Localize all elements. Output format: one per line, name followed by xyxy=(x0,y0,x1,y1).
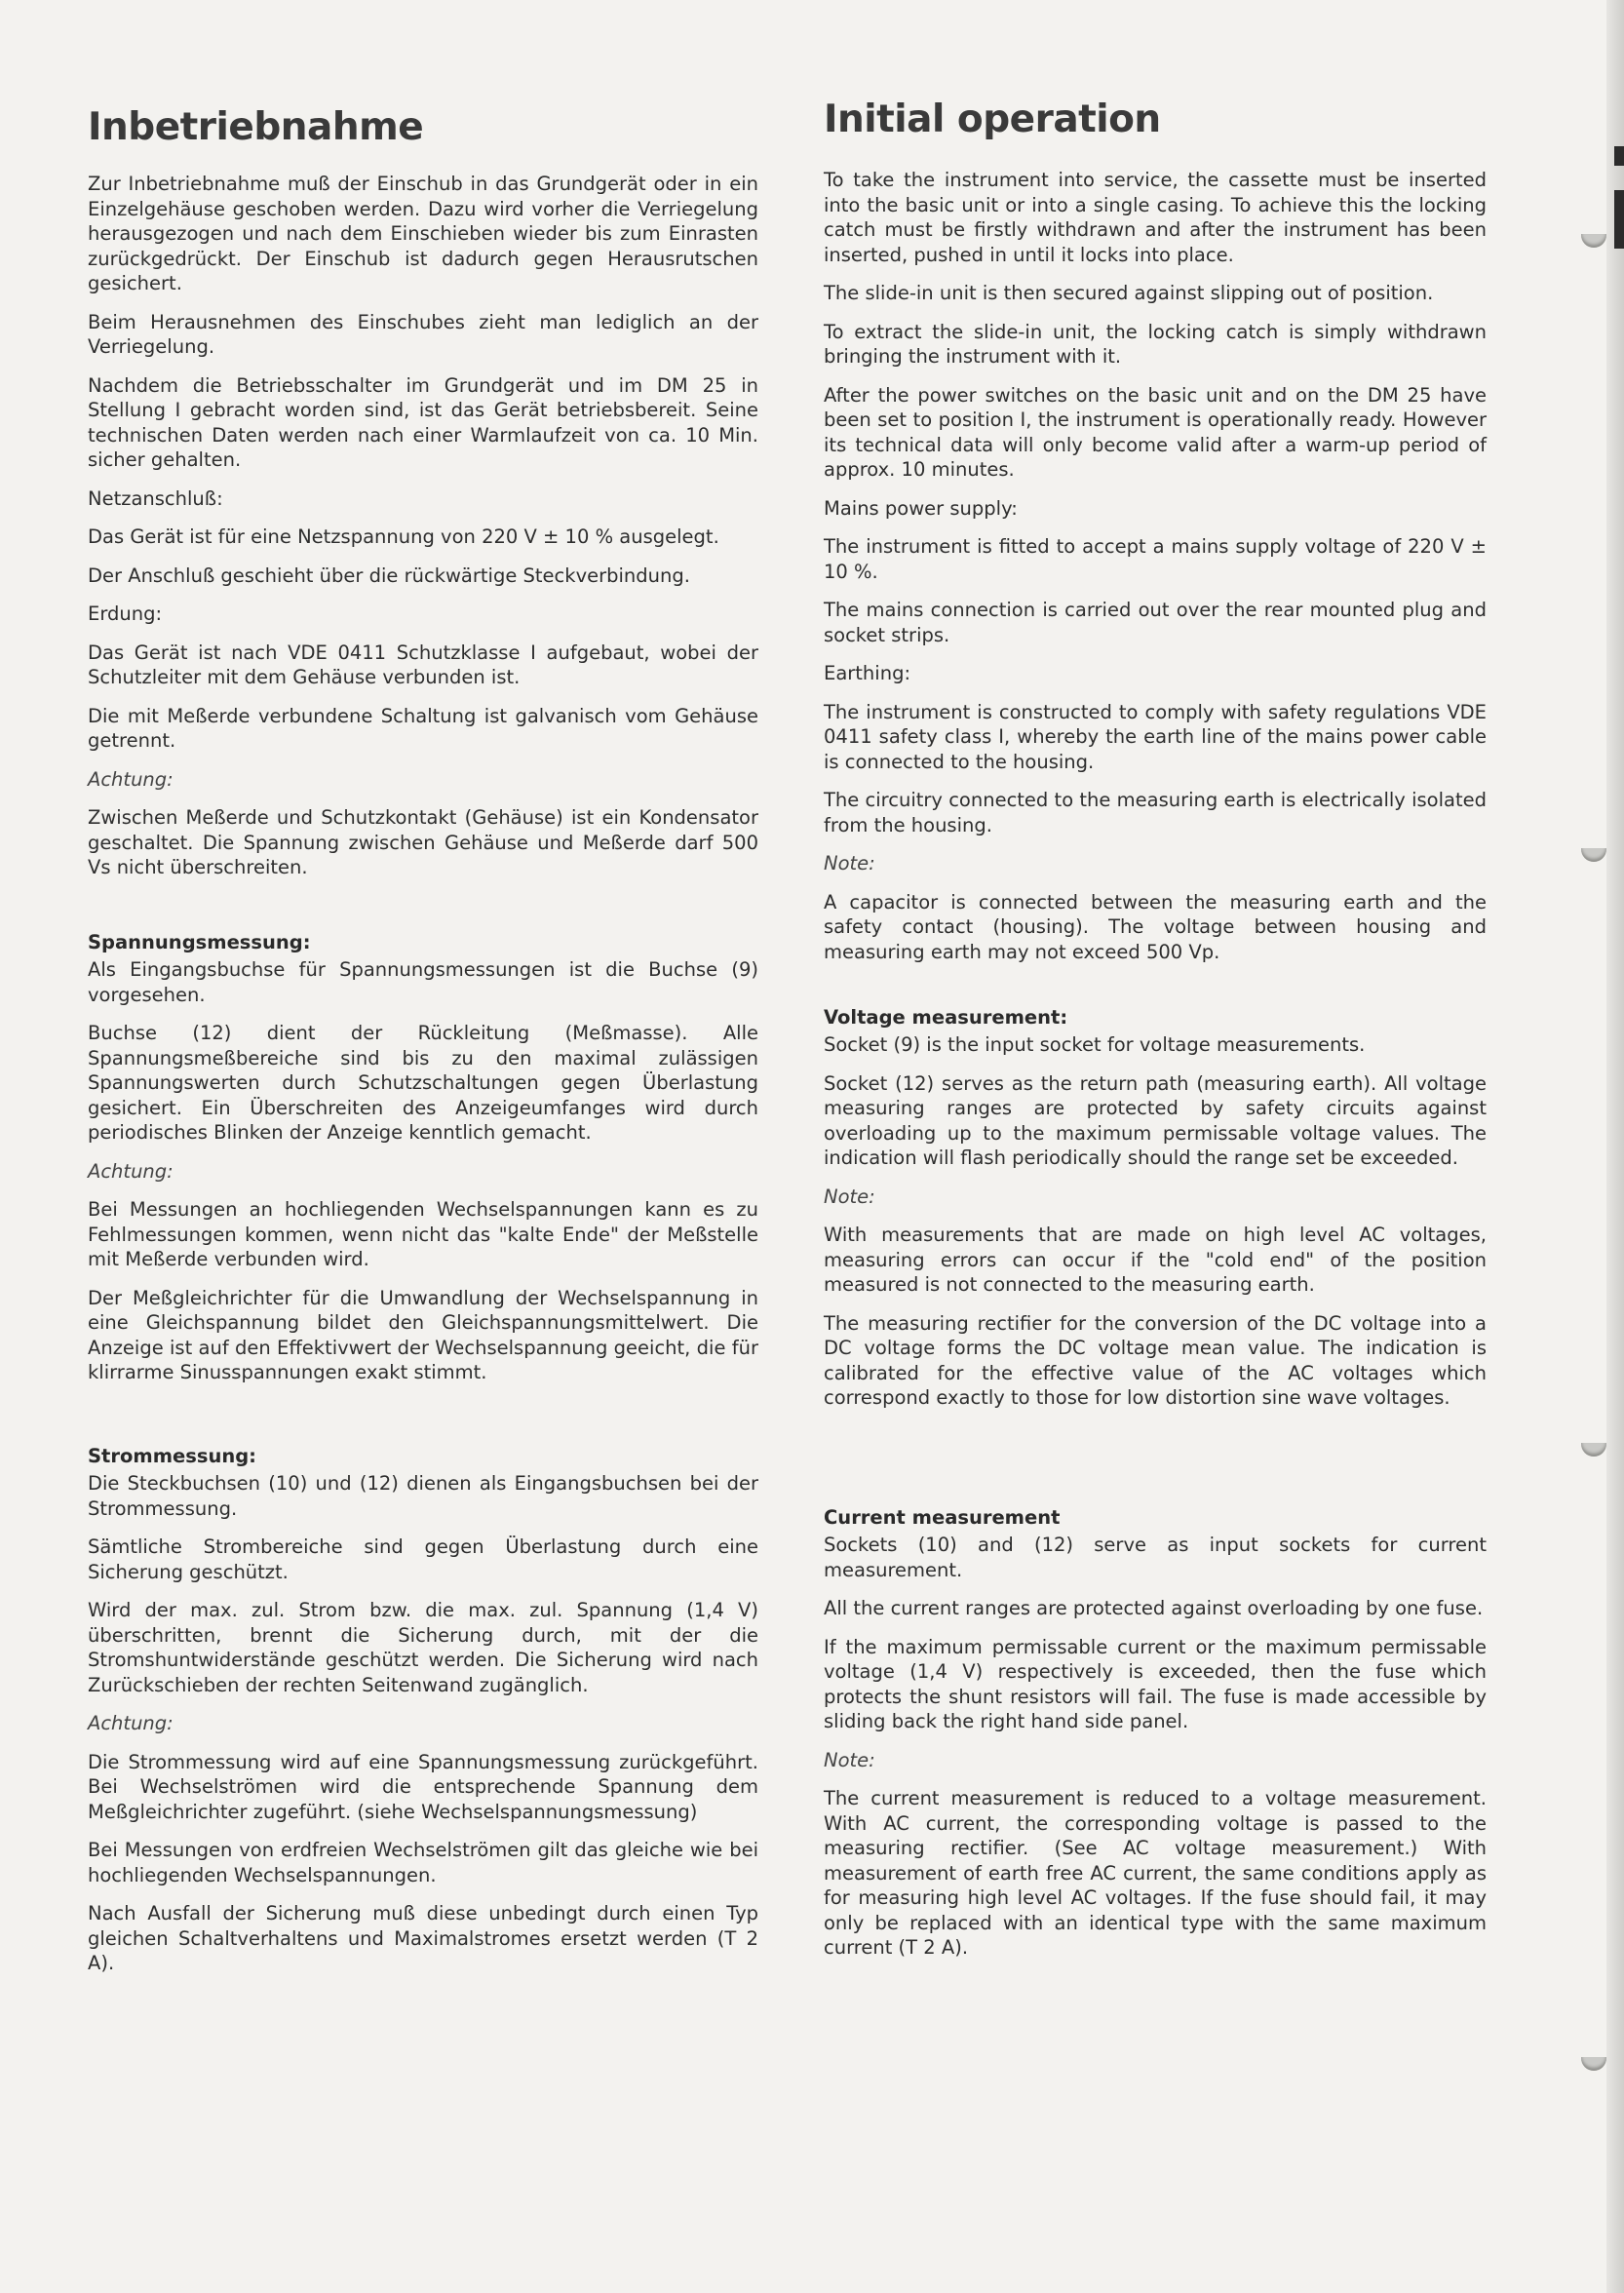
note-label: Note: xyxy=(824,1185,875,1208)
english-intro xyxy=(824,168,1487,978)
paragraph: Beim Herausnehmen des Einschubes zieht man lediglich an der Verriegelung. xyxy=(88,310,758,358)
paragraph: The current measurement is reduced to a voltage measurement. With AC current, the corresponding voltage is passed to the measuring rectifier. (See AC voltage measurement.) With measurement of earth free AC current, the same conditions apply as for measuring high level AC voltages. If the fuse should fail, it may only be replaced with an identical type with the same maximum current (T 2 A). xyxy=(824,1787,1487,1959)
binding-mark xyxy=(1614,190,1624,249)
paragraph: The instrument is fitted to accept a mains supply voltage of 220 V ± 10 %. xyxy=(824,535,1487,583)
paragraph: Bei Messungen an hochliegenden Wechselspannungen kann es zu Fehlmessungen kommen, wenn nicht das "kalte Ende" der Meßstelle mit Meßerde verbunden wird. xyxy=(88,1198,758,1270)
note-label: Achtung: xyxy=(88,1159,174,1183)
paragraph: To extract the slide-in unit, the locking catch is simply withdrawn bringing the instrument with it. xyxy=(824,320,1487,368)
section-heading: Current measurement xyxy=(824,1506,1061,1529)
paragraph: If the maximum permissable current or the maximum permissable voltage (1,4 V) respectively is exceeded, then the fuse which protects the shunt resistors will fail. The fuse is made accessible by sliding back the right hand side panel. xyxy=(824,1635,1487,1732)
paragraph: Sockets (10) and (12) serve as input sockets for current measurement. xyxy=(824,1534,1487,1581)
paragraph: Bei Messungen von erdfreien Wechselströmen gilt das gleiche wie bei hochliegenden Wechselspannungen. xyxy=(88,1839,758,1886)
paragraph: A capacitor is connected between the measuring earth and the safety contact (housing). The voltage between housing and measuring earth may not exceed 500 Vp. xyxy=(824,890,1487,963)
note-label: Note: xyxy=(824,1748,875,1771)
paragraph: Zwischen Meßerde und Schutzkontakt (Gehäuse) ist ein Kondensator geschaltet. Die Spannung zwischen Gehäuse und Meßerde darf 500 Vs nicht überschreiten. xyxy=(88,806,758,878)
punch-hole xyxy=(1581,2057,1606,2071)
section-heading: Voltage measurement: xyxy=(824,1006,1068,1029)
paragraph: Die Strommessung wird auf eine Spannungsmessung zurückgeführt. Bei Wechselströmen wird die entsprechende Spannung dem Meßgleichrichter zugeführt. (siehe Wechselspannungsmessung) xyxy=(88,1750,758,1823)
german-current-section xyxy=(88,1445,758,1990)
english-voltage-section xyxy=(824,1006,1487,1424)
paragraph: Zur Inbetriebnahme muß der Einschub in das Grundgerät oder in ein Einzelgehäuse geschoben werden. Dazu wird vorher die Verriegelung herausgezogen und nach dem Einschieben wieder bis zum Einrasten zurückgedrückt. Der Einschub ist dadurch gegen Herausrutschen gesichert. xyxy=(88,173,758,294)
note-label: Note: xyxy=(824,852,875,874)
paragraph: Netzanschluß: xyxy=(88,486,223,510)
paragraph: Nach Ausfall der Sicherung muß diese unbedingt durch einen Typ gleichen Schaltverhaltens und Maximalstromes ersetzt werden (T 2 A). xyxy=(88,1902,758,1974)
paragraph: Der Meßgleichrichter für die Umwandlung der Wechselspannung in eine Gleichspannung bildet den Gleichspannungsmittelwert. Die Anzeige ist auf den Effektivwert der Wechselspannung geeicht, die für klirrarme Sinusspannungen exakt stimmt. xyxy=(88,1286,758,1383)
paragraph: Der Anschluß geschieht über die rückwärtige Steckverbindung. xyxy=(88,564,690,587)
section-heading: Strommessung: xyxy=(88,1445,256,1467)
binding-mark xyxy=(1614,146,1624,166)
paragraph: Die Steckbuchsen (10) und (12) dienen als Eingangsbuchsen bei der Strommessung. xyxy=(88,1472,758,1520)
paragraph: Die mit Meßerde verbundene Schaltung ist galvanisch vom Gehäuse getrennt. xyxy=(88,704,758,752)
paragraph: Nachdem die Betriebsschalter im Grundgerät und im DM 25 in Stellung I gebracht worden sind, ist das Gerät betriebsbereit. Seine technischen Daten werden nach einer Warmlaufzeit von ca. 10 Min. sicher gehalten. xyxy=(88,373,758,471)
paragraph: The mains connection is carried out over the rear mounted plug and socket strips. xyxy=(824,599,1487,646)
paragraph: Buchse (12) dient der Rückleitung (Meßmasse). Alle Spannungsmeßbereiche sind bis zu den maximal zulässigen Spannungswerten durch Schutzschaltungen gegen Überlastung gesichert. Ein Überschreiten des Anzeigeumfanges wird durch periodisches Blinken der Anzeige kenntlich gemacht. xyxy=(88,1022,758,1144)
paragraph: With measurements that are made on high level AC voltages, measuring errors can occur if the "cold end" of the position measured is not connected to the measuring earth. xyxy=(824,1224,1487,1296)
german-voltage-section xyxy=(88,931,758,1399)
paragraph: Earthing: xyxy=(824,662,911,684)
paragraph: Das Gerät ist für eine Netzspannung von 220 V ± 10 % ausgelegt. xyxy=(88,525,719,548)
german-title: Inbetriebnahme xyxy=(88,105,424,149)
paragraph: Sämtliche Strombereiche sind gegen Überlastung durch eine Sicherung geschützt. xyxy=(88,1535,758,1583)
note-label: Achtung: xyxy=(88,767,174,791)
paragraph: All the current ranges are protected against overloading by one fuse. xyxy=(824,1597,1484,1619)
paragraph: Das Gerät ist nach VDE 0411 Schutzklasse I aufgebaut, wobei der Schutzleiter mit dem Gehäuse verbunden ist. xyxy=(88,641,758,688)
punch-hole xyxy=(1581,1443,1606,1457)
paragraph: Als Eingangsbuchse für Spannungsmessungen ist die Buchse (9) vorgesehen. xyxy=(88,958,758,1006)
paragraph: The slide-in unit is then secured against slipping out of position. xyxy=(824,282,1434,304)
note-label: Achtung: xyxy=(88,1712,174,1734)
punch-hole xyxy=(1581,848,1606,862)
page-right-edge xyxy=(1606,0,1624,2293)
paragraph: Socket (12) serves as the return path (measuring earth). All voltage measuring ranges are protected by safety circuits against overloading up to the maximum permissable voltage values. The indication will flash periodically should the range set be exceeded. xyxy=(824,1071,1487,1169)
english-current-section xyxy=(824,1506,1487,1974)
punch-hole xyxy=(1581,234,1606,248)
paragraph: The instrument is constructed to comply with safety regulations VDE 0411 safety class I, whereby the earth line of the mains power cable is connected to the housing. xyxy=(824,700,1487,773)
paragraph: Wird der max. zul. Strom bzw. die max. zul. Spannung (1,4 V) überschritten, brennt die Sicherung durch, mit der die Stromshuntwiderstände geschützt werden. Die Sicherung wird nach Zurückschieben der rechten Seitenwand zugänglich. xyxy=(88,1599,758,1696)
english-title: Initial operation xyxy=(824,97,1161,141)
section-heading: Spannungsmessung: xyxy=(88,931,311,953)
paragraph: Socket (9) is the input socket for voltage measurements. xyxy=(824,1033,1366,1056)
paragraph: The circuitry connected to the measuring earth is electrically isolated from the housing. xyxy=(824,789,1487,836)
german-intro xyxy=(88,172,758,894)
paragraph: The measuring rectifier for the conversion of the DC voltage into a DC voltage forms the DC voltage mean value. The indication is calibrated for the effective value of the AC voltages which correspond exactly to those for low distortion sine wave voltages. xyxy=(824,1311,1487,1409)
paragraph: After the power switches on the basic unit and on the DM 25 have been set to position I, the instrument is operationally ready. However its technical data will only become valid after a warm-up period of approx. 10 minutes. xyxy=(824,383,1487,481)
paragraph: Erdung: xyxy=(88,602,163,625)
paragraph: To take the instrument into service, the cassette must be inserted into the basic unit or into a single casing. To achieve this the locking catch must be firstly withdrawn and after the instrument has been inserted, pushed in until it locks into place. xyxy=(824,169,1487,266)
paragraph: Mains power supply: xyxy=(824,496,1018,520)
